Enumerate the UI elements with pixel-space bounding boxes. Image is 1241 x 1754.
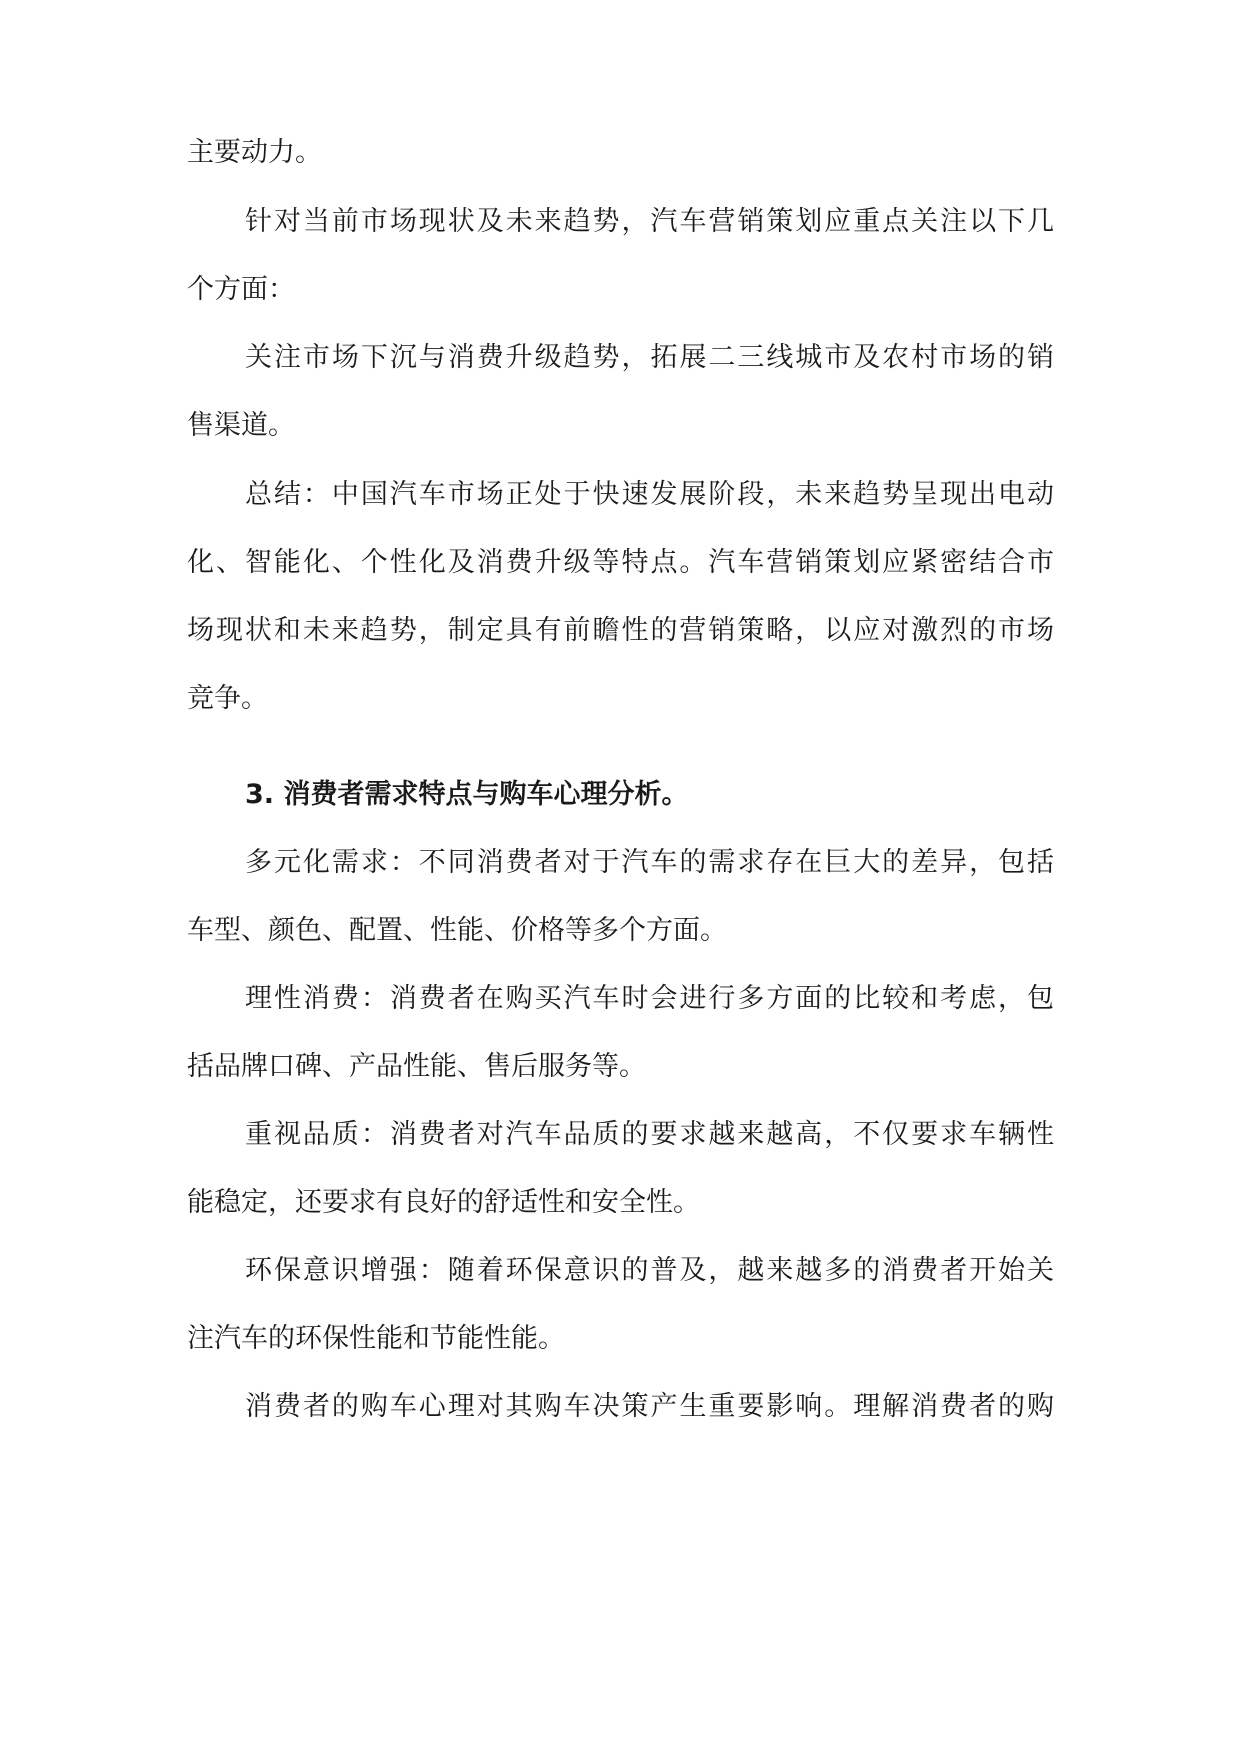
paragraph-line: 总结：中国汽车市场正处于快速发展阶段，未来趋势呈现出电动 xyxy=(245,479,1054,510)
paragraph-line: 场现状和未来趋势，制定具有前瞻性的营销策略，以应对激烈的市场 xyxy=(187,615,1054,646)
paragraph-line: 括品牌口碑、产品性能、售后服务等。 xyxy=(187,1051,646,1082)
section-heading: 3. 消费者需求特点与购车心理分析。 xyxy=(245,779,689,810)
paragraph-line: 环保意识增强：随着环保意识的普及，越来越多的消费者开始关 xyxy=(245,1255,1054,1286)
paragraph-line: 关注市场下沉与消费升级趋势，拓展二三线城市及农村市场的销 xyxy=(245,342,1054,373)
paragraph-line: 针对当前市场现状及未来趋势，汽车营销策划应重点关注以下几 xyxy=(245,206,1054,237)
paragraph-line: 主要动力。 xyxy=(187,137,322,168)
paragraph-line: 竞争。 xyxy=(187,683,268,714)
paragraph-line: 消费者的购车心理对其购车决策产生重要影响。理解消费者的购 xyxy=(245,1391,1054,1422)
paragraph-line: 车型、颜色、配置、性能、价格等多个方面。 xyxy=(187,915,727,946)
paragraph-line: 个方面： xyxy=(187,274,295,305)
paragraph-line: 重视品质：消费者对汽车品质的要求越来越高，不仅要求车辆性 xyxy=(245,1119,1054,1150)
paragraph-line: 注汽车的环保性能和节能性能。 xyxy=(187,1323,565,1354)
paragraph-line: 理性消费：消费者在购买汽车时会进行多方面的比较和考虑，包 xyxy=(245,983,1054,1014)
paragraph-line: 能稳定，还要求有良好的舒适性和安全性。 xyxy=(187,1187,700,1218)
paragraph-line: 化、智能化、个性化及消费升级等特点。汽车营销策划应紧密结合市 xyxy=(187,547,1054,578)
paragraph-line: 多元化需求：不同消费者对于汽车的需求存在巨大的差异，包括 xyxy=(245,847,1054,878)
paragraph-line: 售渠道。 xyxy=(187,410,295,441)
document-page xyxy=(187,0,1054,1754)
